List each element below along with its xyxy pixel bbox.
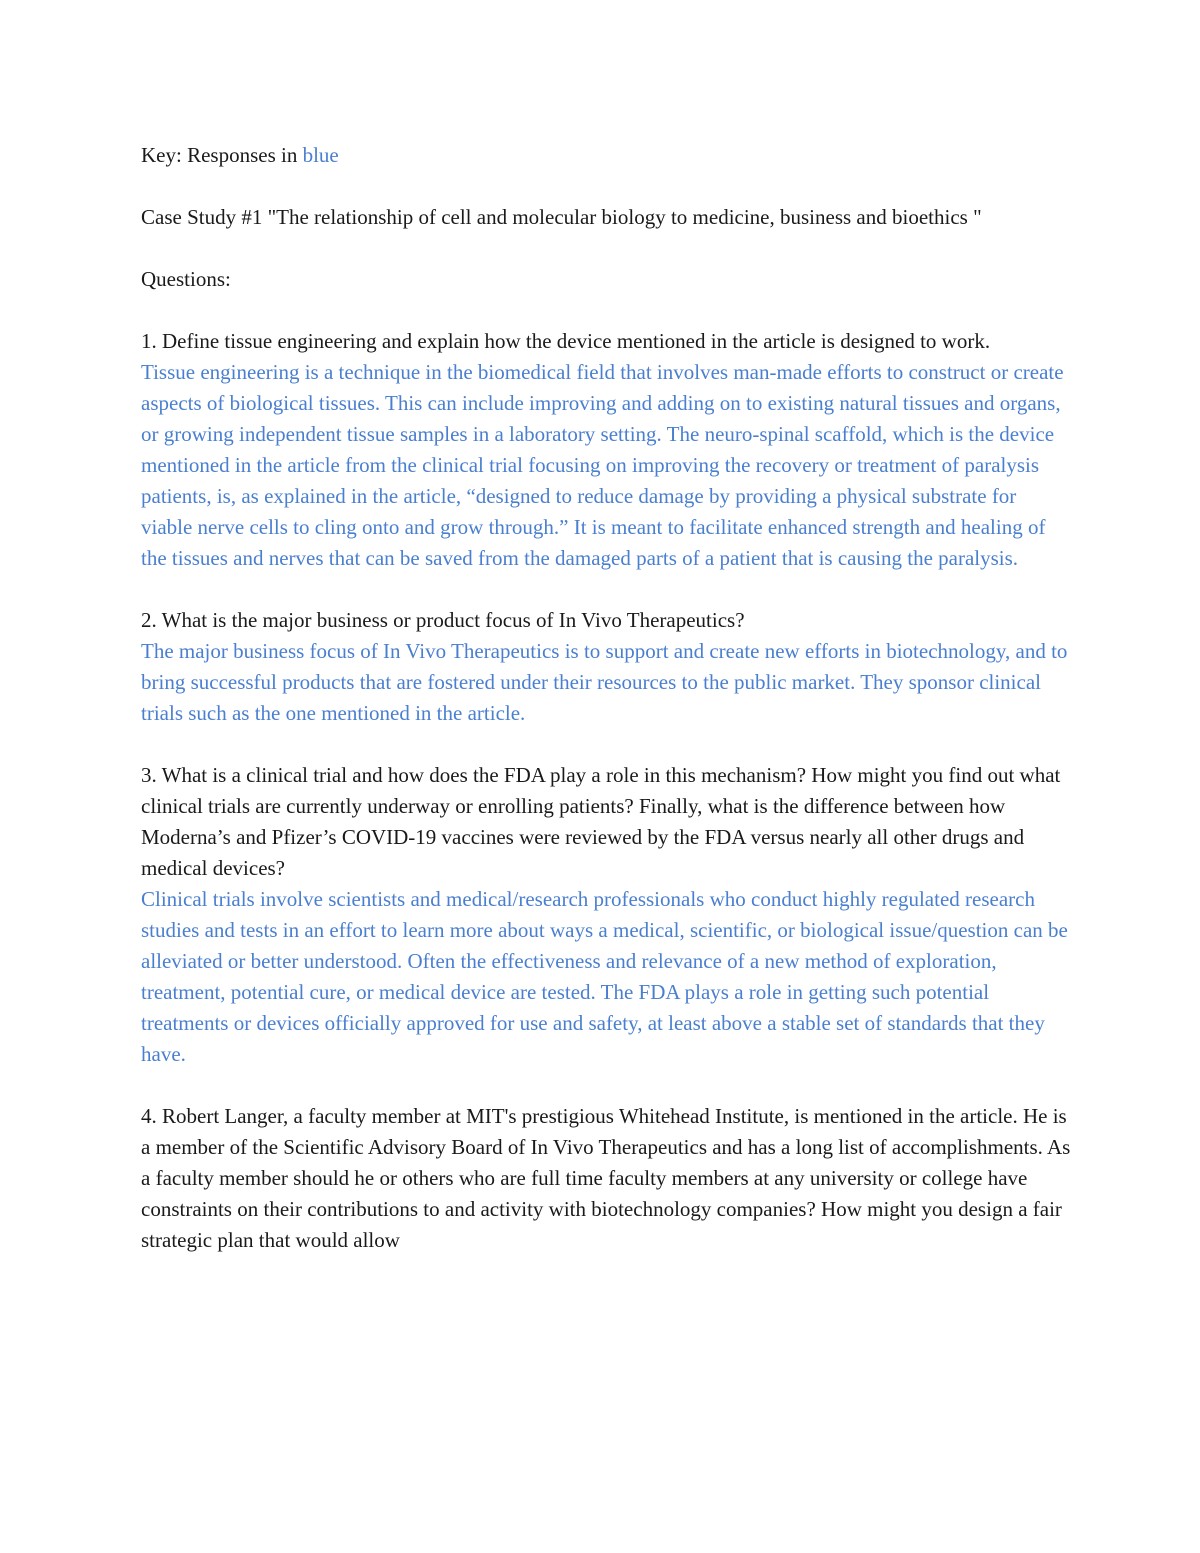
answer-2: The major business focus of In Vivo Therapeutics is to support and create new efforts in biotechnology, and to bring successful products that are fostered under their resources to the public market. They sponsor clinical trials such as the one mentioned in the article. (141, 639, 1068, 725)
document-page (141, 140, 1071, 1256)
question-2: 2. What is the major business or product focus of In Vivo Therapeutics? (141, 608, 745, 632)
key-line (141, 140, 1071, 171)
questions-heading: Questions: (141, 267, 231, 291)
question-3: 3. What is a clinical trial and how does the FDA play a role in this mechanism? How might you find out what clinical trials are currently underway or enrolling patients? Finally, what is the difference between how Moderna’s and Pfizer’s COVID-19 vaccines were reviewed by the FDA versus nearly all other drugs and medical devices? (141, 763, 1061, 880)
key-prefix: Key: Responses in (141, 143, 303, 167)
answer-1: Tissue engineering is a technique in the biomedical field that involves man-made efforts to construct or create aspects of biological tissues. This can include improving and adding on to existing natural tissues and organs, or growing independent tissue samples in a laboratory setting. The neuro-spinal scaffold, which is the device mentioned in the article from the clinical trial focusing on improving the recovery or treatment of paralysis patients, is, as explained in the article, “designed to reduce damage by providing a physical substrate for viable nerve cells to cling onto and grow through.” It is meant to facilitate enhanced strength and healing of the tissues and nerves that can be saved from the damaged parts of a patient that is causing the paralysis. (141, 360, 1064, 570)
question-4: 4. Robert Langer, a faculty member at MIT's prestigious Whitehead Institute, is mentioned in the article. He is a member of the Scientific Advisory Board of In Vivo Therapeutics and has a long list of accomplishments. As a faculty member should he or others who are full time faculty members at any university or college have constraints on their contributions to and activity with biotechnology companies? How might you design a fair strategic plan that would allow (141, 1104, 1071, 1252)
key-blue-word: blue (302, 143, 339, 167)
answer-3: Clinical trials involve scientists and medical/research professionals who conduct highly regulated research studies and tests in an effort to learn more about ways a medical, scientific, or biological issue/question can be alleviated or better understood. Often the effectiveness and relevance of a new method of exploration, treatment, potential cure, or medical device are tested. The FDA plays a role in getting such potential treatments or devices officially approved for use and safety, at least above a stable set of standards that they have. (141, 887, 1068, 1066)
case-study-title: Case Study #1 "The relationship of cell and molecular biology to medicine, business and bioethics " (141, 205, 982, 229)
question-1: 1. Define tissue engineering and explain how the device mentioned in the article is designed to work. (141, 329, 991, 353)
